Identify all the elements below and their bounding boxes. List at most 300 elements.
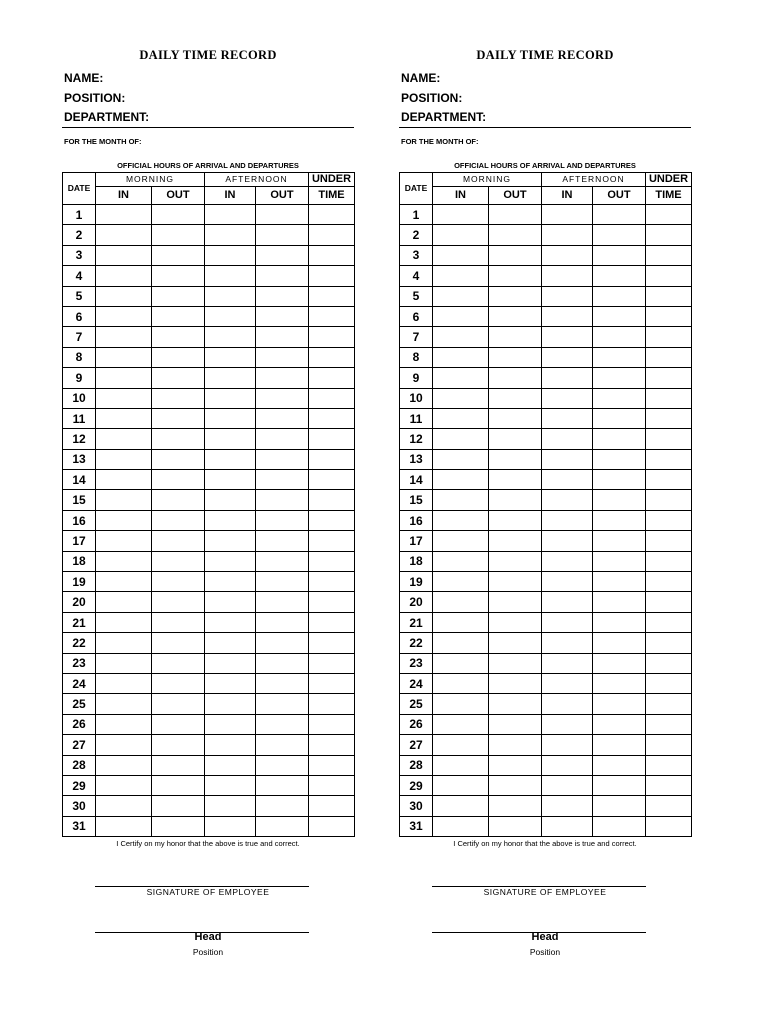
- morning-in-cell[interactable]: [433, 816, 489, 836]
- afternoon-out-cell[interactable]: [256, 612, 309, 632]
- undertime-cell[interactable]: [309, 490, 355, 510]
- morning-out-cell[interactable]: [152, 205, 205, 225]
- afternoon-in-cell[interactable]: [542, 755, 593, 775]
- morning-in-cell[interactable]: [96, 755, 152, 775]
- undertime-cell[interactable]: [309, 653, 355, 673]
- morning-in-cell[interactable]: [433, 327, 489, 347]
- morning-in-cell[interactable]: [433, 531, 489, 551]
- morning-out-cell[interactable]: [489, 266, 542, 286]
- afternoon-in-cell[interactable]: [542, 735, 593, 755]
- morning-out-cell[interactable]: [152, 490, 205, 510]
- afternoon-out-cell[interactable]: [256, 755, 309, 775]
- afternoon-out-cell[interactable]: [593, 572, 646, 592]
- undertime-cell[interactable]: [309, 714, 355, 734]
- afternoon-in-cell[interactable]: [205, 490, 256, 510]
- afternoon-in-cell[interactable]: [205, 775, 256, 795]
- morning-in-cell[interactable]: [433, 572, 489, 592]
- undertime-cell[interactable]: [646, 408, 692, 428]
- afternoon-in-cell[interactable]: [542, 429, 593, 449]
- undertime-cell[interactable]: [309, 286, 355, 306]
- afternoon-out-cell[interactable]: [256, 796, 309, 816]
- morning-out-cell[interactable]: [489, 368, 542, 388]
- morning-in-cell[interactable]: [96, 286, 152, 306]
- undertime-cell[interactable]: [646, 306, 692, 326]
- morning-in-cell[interactable]: [96, 572, 152, 592]
- afternoon-out-cell[interactable]: [593, 347, 646, 367]
- undertime-cell[interactable]: [646, 572, 692, 592]
- afternoon-in-cell[interactable]: [205, 592, 256, 612]
- morning-out-cell[interactable]: [489, 551, 542, 571]
- afternoon-out-cell[interactable]: [256, 205, 309, 225]
- morning-out-cell[interactable]: [489, 816, 542, 836]
- afternoon-in-cell[interactable]: [542, 775, 593, 795]
- undertime-cell[interactable]: [646, 673, 692, 693]
- afternoon-in-cell[interactable]: [205, 347, 256, 367]
- afternoon-out-cell[interactable]: [593, 735, 646, 755]
- morning-out-cell[interactable]: [152, 347, 205, 367]
- afternoon-out-cell[interactable]: [593, 796, 646, 816]
- morning-out-cell[interactable]: [152, 368, 205, 388]
- afternoon-out-cell[interactable]: [593, 510, 646, 530]
- afternoon-in-cell[interactable]: [542, 286, 593, 306]
- afternoon-out-cell[interactable]: [256, 633, 309, 653]
- undertime-cell[interactable]: [646, 694, 692, 714]
- morning-in-cell[interactable]: [433, 755, 489, 775]
- undertime-cell[interactable]: [646, 286, 692, 306]
- morning-in-cell[interactable]: [96, 306, 152, 326]
- afternoon-out-cell[interactable]: [256, 673, 309, 693]
- morning-in-cell[interactable]: [96, 612, 152, 632]
- afternoon-in-cell[interactable]: [542, 714, 593, 734]
- afternoon-in-cell[interactable]: [205, 694, 256, 714]
- afternoon-out-cell[interactable]: [593, 449, 646, 469]
- afternoon-out-cell[interactable]: [256, 225, 309, 245]
- morning-out-cell[interactable]: [152, 327, 205, 347]
- afternoon-out-cell[interactable]: [593, 205, 646, 225]
- morning-in-cell[interactable]: [96, 510, 152, 530]
- afternoon-in-cell[interactable]: [205, 633, 256, 653]
- afternoon-in-cell[interactable]: [205, 612, 256, 632]
- afternoon-in-cell[interactable]: [205, 327, 256, 347]
- afternoon-in-cell[interactable]: [205, 653, 256, 673]
- morning-out-cell[interactable]: [152, 470, 205, 490]
- morning-in-cell[interactable]: [433, 368, 489, 388]
- afternoon-in-cell[interactable]: [205, 388, 256, 408]
- afternoon-out-cell[interactable]: [256, 531, 309, 551]
- afternoon-out-cell[interactable]: [593, 775, 646, 795]
- morning-in-cell[interactable]: [433, 306, 489, 326]
- morning-out-cell[interactable]: [152, 408, 205, 428]
- undertime-cell[interactable]: [646, 205, 692, 225]
- afternoon-in-cell[interactable]: [205, 205, 256, 225]
- morning-out-cell[interactable]: [489, 429, 542, 449]
- morning-out-cell[interactable]: [152, 694, 205, 714]
- afternoon-out-cell[interactable]: [256, 551, 309, 571]
- morning-out-cell[interactable]: [489, 408, 542, 428]
- afternoon-in-cell[interactable]: [542, 816, 593, 836]
- morning-out-cell[interactable]: [152, 592, 205, 612]
- undertime-cell[interactable]: [646, 633, 692, 653]
- afternoon-out-cell[interactable]: [593, 225, 646, 245]
- afternoon-in-cell[interactable]: [205, 816, 256, 836]
- morning-in-cell[interactable]: [433, 592, 489, 612]
- afternoon-out-cell[interactable]: [593, 306, 646, 326]
- morning-out-cell[interactable]: [152, 816, 205, 836]
- undertime-cell[interactable]: [309, 510, 355, 530]
- undertime-cell[interactable]: [646, 755, 692, 775]
- undertime-cell[interactable]: [646, 592, 692, 612]
- morning-in-cell[interactable]: [433, 673, 489, 693]
- undertime-cell[interactable]: [646, 470, 692, 490]
- afternoon-out-cell[interactable]: [593, 531, 646, 551]
- morning-in-cell[interactable]: [96, 551, 152, 571]
- morning-in-cell[interactable]: [433, 633, 489, 653]
- afternoon-out-cell[interactable]: [256, 694, 309, 714]
- morning-out-cell[interactable]: [489, 225, 542, 245]
- afternoon-out-cell[interactable]: [256, 245, 309, 265]
- afternoon-out-cell[interactable]: [256, 714, 309, 734]
- afternoon-in-cell[interactable]: [205, 796, 256, 816]
- morning-in-cell[interactable]: [96, 694, 152, 714]
- morning-out-cell[interactable]: [152, 266, 205, 286]
- afternoon-in-cell[interactable]: [205, 286, 256, 306]
- afternoon-in-cell[interactable]: [542, 327, 593, 347]
- afternoon-out-cell[interactable]: [593, 429, 646, 449]
- afternoon-in-cell[interactable]: [205, 510, 256, 530]
- afternoon-out-cell[interactable]: [593, 714, 646, 734]
- undertime-cell[interactable]: [309, 347, 355, 367]
- morning-out-cell[interactable]: [489, 245, 542, 265]
- undertime-cell[interactable]: [309, 572, 355, 592]
- undertime-cell[interactable]: [646, 816, 692, 836]
- morning-out-cell[interactable]: [489, 694, 542, 714]
- morning-in-cell[interactable]: [96, 449, 152, 469]
- morning-out-cell[interactable]: [152, 612, 205, 632]
- afternoon-out-cell[interactable]: [593, 327, 646, 347]
- undertime-cell[interactable]: [646, 612, 692, 632]
- morning-out-cell[interactable]: [152, 306, 205, 326]
- afternoon-out-cell[interactable]: [256, 449, 309, 469]
- afternoon-out-cell[interactable]: [256, 327, 309, 347]
- afternoon-in-cell[interactable]: [542, 470, 593, 490]
- afternoon-in-cell[interactable]: [205, 225, 256, 245]
- afternoon-in-cell[interactable]: [542, 633, 593, 653]
- morning-out-cell[interactable]: [152, 572, 205, 592]
- morning-out-cell[interactable]: [152, 245, 205, 265]
- afternoon-out-cell[interactable]: [256, 816, 309, 836]
- morning-in-cell[interactable]: [433, 266, 489, 286]
- undertime-cell[interactable]: [309, 775, 355, 795]
- morning-in-cell[interactable]: [96, 735, 152, 755]
- afternoon-out-cell[interactable]: [593, 694, 646, 714]
- morning-in-cell[interactable]: [433, 245, 489, 265]
- afternoon-out-cell[interactable]: [256, 306, 309, 326]
- morning-in-cell[interactable]: [96, 347, 152, 367]
- morning-in-cell[interactable]: [433, 653, 489, 673]
- undertime-cell[interactable]: [646, 388, 692, 408]
- morning-in-cell[interactable]: [96, 490, 152, 510]
- afternoon-in-cell[interactable]: [542, 449, 593, 469]
- undertime-cell[interactable]: [309, 470, 355, 490]
- morning-out-cell[interactable]: [489, 490, 542, 510]
- afternoon-out-cell[interactable]: [256, 572, 309, 592]
- afternoon-in-cell[interactable]: [542, 551, 593, 571]
- morning-out-cell[interactable]: [489, 735, 542, 755]
- afternoon-out-cell[interactable]: [256, 775, 309, 795]
- morning-out-cell[interactable]: [152, 653, 205, 673]
- afternoon-in-cell[interactable]: [205, 673, 256, 693]
- undertime-cell[interactable]: [309, 755, 355, 775]
- undertime-cell[interactable]: [646, 510, 692, 530]
- afternoon-in-cell[interactable]: [205, 572, 256, 592]
- undertime-cell[interactable]: [309, 816, 355, 836]
- morning-in-cell[interactable]: [433, 775, 489, 795]
- undertime-cell[interactable]: [309, 633, 355, 653]
- morning-in-cell[interactable]: [433, 735, 489, 755]
- undertime-cell[interactable]: [309, 592, 355, 612]
- morning-in-cell[interactable]: [96, 673, 152, 693]
- morning-in-cell[interactable]: [433, 714, 489, 734]
- morning-in-cell[interactable]: [96, 531, 152, 551]
- afternoon-in-cell[interactable]: [205, 470, 256, 490]
- morning-in-cell[interactable]: [96, 205, 152, 225]
- afternoon-out-cell[interactable]: [593, 816, 646, 836]
- afternoon-in-cell[interactable]: [205, 306, 256, 326]
- morning-in-cell[interactable]: [96, 796, 152, 816]
- undertime-cell[interactable]: [309, 388, 355, 408]
- afternoon-out-cell[interactable]: [256, 368, 309, 388]
- afternoon-in-cell[interactable]: [542, 388, 593, 408]
- morning-in-cell[interactable]: [96, 388, 152, 408]
- afternoon-out-cell[interactable]: [256, 266, 309, 286]
- morning-out-cell[interactable]: [489, 388, 542, 408]
- morning-out-cell[interactable]: [152, 755, 205, 775]
- afternoon-in-cell[interactable]: [542, 225, 593, 245]
- afternoon-in-cell[interactable]: [542, 572, 593, 592]
- afternoon-in-cell[interactable]: [542, 490, 593, 510]
- afternoon-in-cell[interactable]: [542, 368, 593, 388]
- morning-out-cell[interactable]: [489, 755, 542, 775]
- afternoon-out-cell[interactable]: [593, 245, 646, 265]
- morning-in-cell[interactable]: [433, 449, 489, 469]
- afternoon-out-cell[interactable]: [593, 470, 646, 490]
- morning-in-cell[interactable]: [96, 225, 152, 245]
- morning-in-cell[interactable]: [433, 205, 489, 225]
- undertime-cell[interactable]: [309, 796, 355, 816]
- morning-in-cell[interactable]: [433, 225, 489, 245]
- afternoon-in-cell[interactable]: [205, 368, 256, 388]
- afternoon-out-cell[interactable]: [593, 673, 646, 693]
- afternoon-in-cell[interactable]: [205, 531, 256, 551]
- afternoon-out-cell[interactable]: [256, 735, 309, 755]
- afternoon-out-cell[interactable]: [256, 408, 309, 428]
- morning-out-cell[interactable]: [489, 470, 542, 490]
- undertime-cell[interactable]: [309, 551, 355, 571]
- afternoon-in-cell[interactable]: [205, 449, 256, 469]
- afternoon-in-cell[interactable]: [205, 245, 256, 265]
- afternoon-in-cell[interactable]: [542, 673, 593, 693]
- morning-out-cell[interactable]: [489, 510, 542, 530]
- undertime-cell[interactable]: [309, 449, 355, 469]
- undertime-cell[interactable]: [309, 266, 355, 286]
- undertime-cell[interactable]: [646, 347, 692, 367]
- morning-out-cell[interactable]: [152, 735, 205, 755]
- afternoon-out-cell[interactable]: [256, 510, 309, 530]
- afternoon-out-cell[interactable]: [593, 612, 646, 632]
- morning-out-cell[interactable]: [152, 388, 205, 408]
- afternoon-out-cell[interactable]: [593, 592, 646, 612]
- undertime-cell[interactable]: [646, 531, 692, 551]
- morning-in-cell[interactable]: [96, 408, 152, 428]
- afternoon-in-cell[interactable]: [542, 592, 593, 612]
- afternoon-out-cell[interactable]: [593, 266, 646, 286]
- morning-out-cell[interactable]: [152, 673, 205, 693]
- morning-out-cell[interactable]: [489, 592, 542, 612]
- afternoon-out-cell[interactable]: [256, 347, 309, 367]
- undertime-cell[interactable]: [646, 225, 692, 245]
- morning-in-cell[interactable]: [433, 510, 489, 530]
- afternoon-out-cell[interactable]: [256, 470, 309, 490]
- morning-out-cell[interactable]: [489, 449, 542, 469]
- morning-out-cell[interactable]: [152, 429, 205, 449]
- morning-in-cell[interactable]: [96, 245, 152, 265]
- morning-in-cell[interactable]: [433, 551, 489, 571]
- morning-out-cell[interactable]: [152, 286, 205, 306]
- morning-out-cell[interactable]: [489, 205, 542, 225]
- undertime-cell[interactable]: [646, 327, 692, 347]
- morning-out-cell[interactable]: [152, 633, 205, 653]
- morning-in-cell[interactable]: [433, 796, 489, 816]
- afternoon-out-cell[interactable]: [256, 592, 309, 612]
- undertime-cell[interactable]: [646, 735, 692, 755]
- afternoon-out-cell[interactable]: [256, 653, 309, 673]
- afternoon-in-cell[interactable]: [205, 755, 256, 775]
- undertime-cell[interactable]: [646, 551, 692, 571]
- morning-out-cell[interactable]: [489, 347, 542, 367]
- afternoon-in-cell[interactable]: [542, 612, 593, 632]
- undertime-cell[interactable]: [646, 429, 692, 449]
- morning-out-cell[interactable]: [489, 775, 542, 795]
- morning-in-cell[interactable]: [96, 266, 152, 286]
- morning-in-cell[interactable]: [433, 470, 489, 490]
- undertime-cell[interactable]: [309, 327, 355, 347]
- undertime-cell[interactable]: [309, 612, 355, 632]
- afternoon-out-cell[interactable]: [593, 755, 646, 775]
- undertime-cell[interactable]: [309, 429, 355, 449]
- morning-in-cell[interactable]: [433, 347, 489, 367]
- morning-in-cell[interactable]: [433, 388, 489, 408]
- undertime-cell[interactable]: [309, 408, 355, 428]
- morning-in-cell[interactable]: [96, 653, 152, 673]
- morning-out-cell[interactable]: [152, 551, 205, 571]
- afternoon-out-cell[interactable]: [256, 429, 309, 449]
- morning-in-cell[interactable]: [96, 714, 152, 734]
- undertime-cell[interactable]: [309, 673, 355, 693]
- morning-out-cell[interactable]: [152, 510, 205, 530]
- morning-out-cell[interactable]: [152, 775, 205, 795]
- morning-in-cell[interactable]: [96, 775, 152, 795]
- afternoon-in-cell[interactable]: [542, 245, 593, 265]
- morning-in-cell[interactable]: [96, 429, 152, 449]
- afternoon-in-cell[interactable]: [542, 510, 593, 530]
- undertime-cell[interactable]: [646, 245, 692, 265]
- afternoon-in-cell[interactable]: [542, 796, 593, 816]
- morning-in-cell[interactable]: [96, 592, 152, 612]
- undertime-cell[interactable]: [309, 205, 355, 225]
- afternoon-out-cell[interactable]: [256, 490, 309, 510]
- afternoon-out-cell[interactable]: [593, 388, 646, 408]
- morning-out-cell[interactable]: [489, 572, 542, 592]
- afternoon-in-cell[interactable]: [205, 429, 256, 449]
- undertime-cell[interactable]: [646, 368, 692, 388]
- morning-out-cell[interactable]: [489, 653, 542, 673]
- undertime-cell[interactable]: [646, 775, 692, 795]
- undertime-cell[interactable]: [309, 694, 355, 714]
- afternoon-in-cell[interactable]: [542, 408, 593, 428]
- morning-in-cell[interactable]: [433, 408, 489, 428]
- morning-out-cell[interactable]: [152, 531, 205, 551]
- afternoon-out-cell[interactable]: [593, 368, 646, 388]
- morning-in-cell[interactable]: [96, 327, 152, 347]
- undertime-cell[interactable]: [309, 306, 355, 326]
- afternoon-in-cell[interactable]: [205, 735, 256, 755]
- afternoon-in-cell[interactable]: [205, 551, 256, 571]
- morning-out-cell[interactable]: [489, 633, 542, 653]
- morning-out-cell[interactable]: [152, 449, 205, 469]
- morning-out-cell[interactable]: [152, 714, 205, 734]
- afternoon-out-cell[interactable]: [593, 551, 646, 571]
- morning-in-cell[interactable]: [96, 368, 152, 388]
- undertime-cell[interactable]: [309, 531, 355, 551]
- morning-out-cell[interactable]: [489, 796, 542, 816]
- morning-out-cell[interactable]: [152, 796, 205, 816]
- undertime-cell[interactable]: [309, 225, 355, 245]
- morning-in-cell[interactable]: [96, 470, 152, 490]
- afternoon-in-cell[interactable]: [542, 653, 593, 673]
- afternoon-out-cell[interactable]: [593, 408, 646, 428]
- morning-out-cell[interactable]: [489, 612, 542, 632]
- afternoon-in-cell[interactable]: [542, 306, 593, 326]
- morning-out-cell[interactable]: [489, 286, 542, 306]
- morning-out-cell[interactable]: [489, 306, 542, 326]
- undertime-cell[interactable]: [646, 449, 692, 469]
- afternoon-out-cell[interactable]: [256, 286, 309, 306]
- morning-out-cell[interactable]: [489, 714, 542, 734]
- morning-out-cell[interactable]: [489, 327, 542, 347]
- afternoon-in-cell[interactable]: [542, 694, 593, 714]
- undertime-cell[interactable]: [309, 735, 355, 755]
- morning-in-cell[interactable]: [433, 429, 489, 449]
- afternoon-out-cell[interactable]: [593, 490, 646, 510]
- undertime-cell[interactable]: [309, 368, 355, 388]
- morning-in-cell[interactable]: [96, 816, 152, 836]
- undertime-cell[interactable]: [646, 714, 692, 734]
- afternoon-in-cell[interactable]: [542, 347, 593, 367]
- morning-out-cell[interactable]: [152, 225, 205, 245]
- afternoon-in-cell[interactable]: [542, 531, 593, 551]
- afternoon-in-cell[interactable]: [205, 266, 256, 286]
- afternoon-in-cell[interactable]: [542, 266, 593, 286]
- morning-in-cell[interactable]: [433, 490, 489, 510]
- afternoon-in-cell[interactable]: [542, 205, 593, 225]
- afternoon-in-cell[interactable]: [205, 714, 256, 734]
- afternoon-out-cell[interactable]: [593, 653, 646, 673]
- morning-in-cell[interactable]: [433, 286, 489, 306]
- morning-out-cell[interactable]: [489, 673, 542, 693]
- afternoon-out-cell[interactable]: [256, 388, 309, 408]
- undertime-cell[interactable]: [309, 245, 355, 265]
- morning-in-cell[interactable]: [433, 612, 489, 632]
